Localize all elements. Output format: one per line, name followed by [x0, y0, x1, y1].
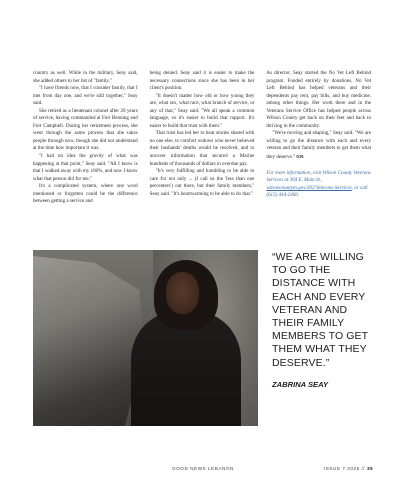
paragraph: country as well. While in the military, Seay said, she added others to her list of "family."	[33, 70, 138, 84]
info-suffix: , or call (615) 444-2460.	[266, 184, 368, 199]
paragraph: "It doesn't matter how old or how young they are, what sex, what race, what branch of service, or any of that," Seay said. "We all speak a common language, so it's easier to build that rapport. It's easier to build that trust with them."	[149, 92, 255, 129]
paragraph: being denied. Seay said it is easier to make the necessary connections since she has been in her client's position.	[149, 70, 255, 92]
page-number: 35	[366, 466, 374, 471]
paragraph-text: "We're moving and shaping," Seay said. "We are willing to go the distance with each and every veteran and their family members to get them what they deserve."	[266, 130, 372, 161]
signoff-mark: GN	[296, 154, 304, 160]
article-column-3	[266, 70, 371, 206]
portrait-photo	[33, 250, 258, 426]
paragraph: As director, Seay started the No Vet Left Behind program. Funded entirely by donations, No Vet Left Behind has helped veterans and their dependents pay rent, pay bills, and buy medicine, among other things. Her work there and in the Veterans Service Office has helped people across Wilson County get back on their feet and back to thriving in the community.	[266, 70, 372, 129]
pull-quote-text: “WE ARE WILLING TO GO THE DISTANCE WITH EACH AND EVERY VETERAN AND THEIR FAMILY MEMBERS TO GET THEM WHAT THEY DESERVE.”	[272, 251, 368, 369]
paragraph: "It's very fulfilling and humbling to be able to care for not only ... (I call us the 'less than one percenters') out there, but their family members," Seay said. "It's heartwarming to be able to do that."	[149, 168, 255, 197]
paragraph: She retired as a lieutenant colonel after 20 years of service, having commanded at Fort Benning and Fort Campbell. During her retirement process, she went through the same process that she takes people through now, though she did not understand at the time how important it was.	[33, 107, 138, 152]
info-link[interactable]: wilsoncountytn.gov/202/Veterans-Services	[266, 184, 352, 191]
article-column-2	[150, 70, 255, 206]
paragraph: It's a complicated system, where one word mentioned or forgotten could be the difference between getting a service and	[33, 183, 138, 205]
article-body	[33, 70, 371, 206]
pull-quote	[272, 251, 372, 389]
paragraph: "I had no idea the gravity of what was happening at that point," Seay said. "All I know is that I walked away with my 100%, and now I know what that person did for me."	[33, 153, 138, 182]
paragraph: "I have friends now, that I consider family, that I met from day one, and we're still together," Seay said.	[33, 85, 138, 107]
paragraph	[266, 130, 371, 161]
more-info-note	[266, 170, 371, 200]
memorial-sculpture	[33, 256, 145, 426]
issue-label: ISSUE 7 2025 //	[324, 466, 366, 471]
article-column-1	[33, 70, 138, 206]
person-face	[166, 272, 199, 314]
paragraph: That trust has led her to hear stories shared with no one else, to comfort widows who never believed their husbands' deaths would be resolved, and to uncover information that secured a Marine hundreds of thousands of dollars in overdue pay.	[149, 130, 255, 167]
info-prefix: For more information, visit Wilson County Veterans Services at 304 E. Main St.,	[266, 169, 371, 184]
pull-quote-author: ZABRINA SEAY	[272, 379, 329, 389]
publication-name: GOOD NEWS LEBANON	[172, 466, 234, 471]
issue-info	[324, 466, 373, 471]
